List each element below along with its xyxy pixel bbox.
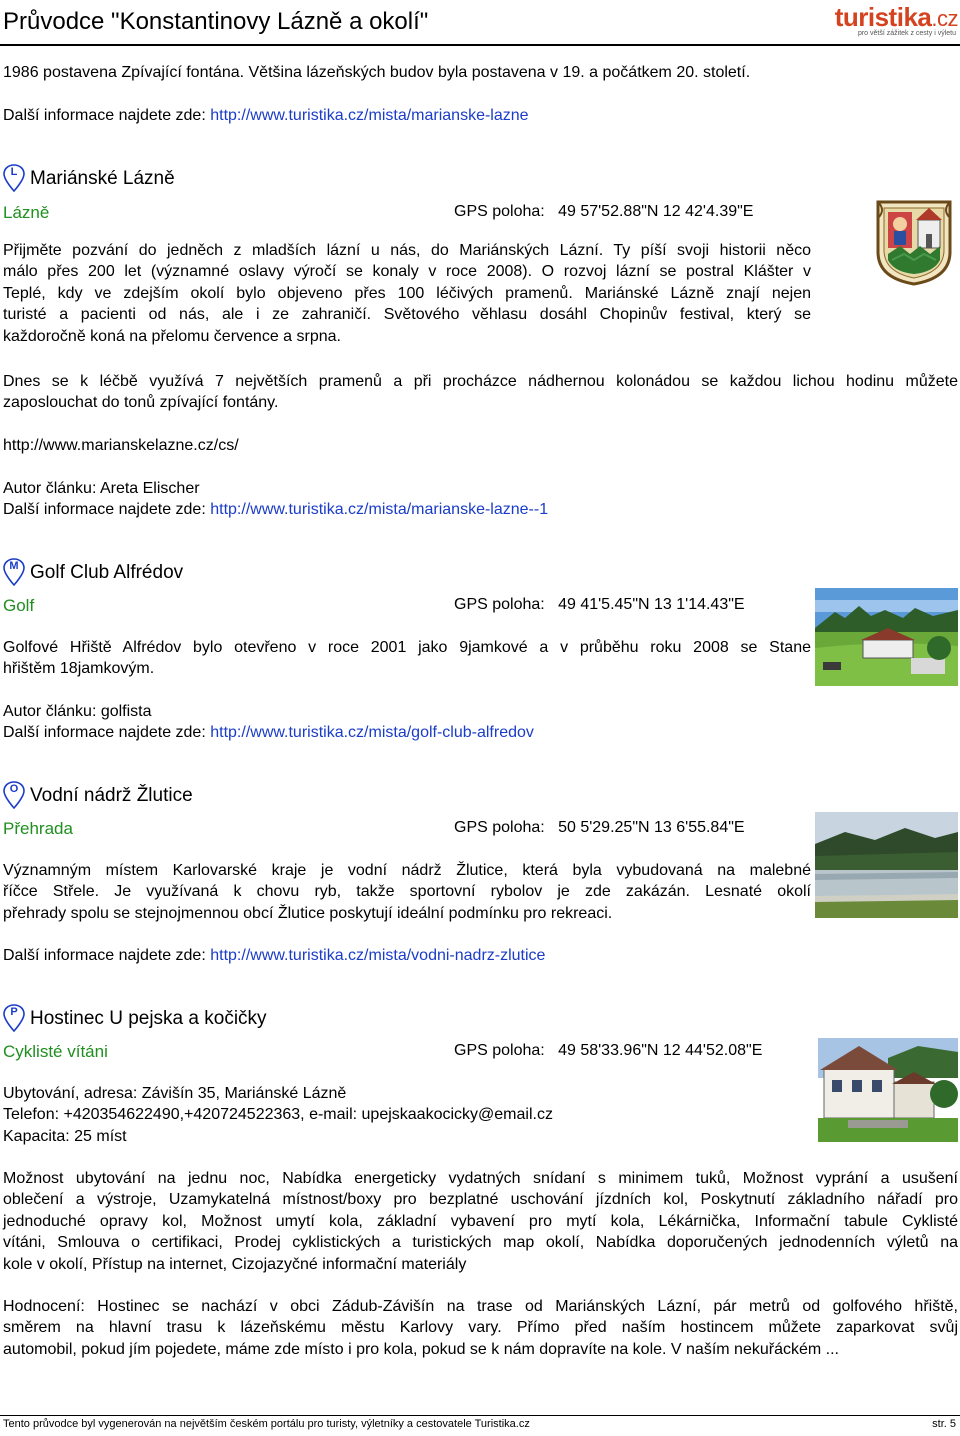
entry-description: Možnost ubytování na jednu noc, Nabídka energeticky vydatných snídaní s minimem tuků, Možnost vyprání a usušení oblečení a výstroje, Uzamykatelná místnost/boxy pro bezplatné uschování jízdních kol, Poskytnutí základního nářadí pro jednoduché opravy kol, Možnost umytí kola, základní vybavení pro mytí kola, Lékárnička, Informační tabule Cyklisté vítáni, Smlouva o certifikaci, Prodej cyklistických a turistických map okolí, Nabídka doporučených jednodenních výletů na kole v okolí, Přístup na internet, Cizojazyčné informační materiály xyxy=(3,1170,958,1273)
gps-label: GPS poloha: xyxy=(454,819,545,836)
gps-value: 49 41'5.45"N 13 1'14.43"E xyxy=(558,596,745,613)
gps-label: GPS poloha: xyxy=(454,203,545,220)
logo-main-text: turistika xyxy=(834,2,932,32)
gps-location xyxy=(454,596,745,614)
footer-text: Tento průvodce byl vygenerován na největším českém portálu pro turisty, výletníky a cestovatele Turistika.cz xyxy=(3,1418,530,1430)
entry-more-info xyxy=(3,945,545,966)
map-pin-icon: M xyxy=(3,558,25,586)
more-info-label: Další informace najdete zde: xyxy=(3,501,206,518)
gps-location xyxy=(454,203,753,221)
more-info-label: Další informace najdete zde: xyxy=(3,724,206,741)
entry-website: http://www.marianskelazne.cz/cs/ xyxy=(3,437,239,454)
coat-of-arms-image xyxy=(874,198,954,286)
reservoir-photo xyxy=(815,812,958,918)
entry-category: Cyklisté vítáni xyxy=(3,1042,108,1061)
entry-title: Mariánské Lázně xyxy=(30,168,175,189)
page-number: str. 5 xyxy=(932,1418,956,1430)
entry-category: Golf xyxy=(3,596,35,615)
entry-description: Golfové Hřiště Alfrédov bylo otevřeno v roce 2001 jako 9jamkové a v průběhu roku 2008 se Stane hřištěm 18jamkovým. xyxy=(3,639,811,678)
entry-title: Vodní nádrž Žlutice xyxy=(30,785,193,806)
more-info-link[interactable]: http://www.turistika.cz/mista/marianske-lazne xyxy=(210,107,529,124)
entry-title: Hostinec U pejska a kočičky xyxy=(30,1008,267,1029)
more-info-link[interactable]: http://www.turistika.cz/mista/golf-club-alfredov xyxy=(210,724,534,741)
gps-value: 50 5'29.25"N 13 6'55.84"E xyxy=(558,819,745,836)
map-pin-icon: L xyxy=(3,164,25,192)
entry-author: Autor článku: golfista xyxy=(3,703,152,720)
golf-course-photo xyxy=(815,588,958,686)
entry-description: Přijměte pozvání do jedněch z mladších lázní u nás, do Mariánských Lázní. Ty píší svoji historii něco málo přes 200 let (významné oslavy výročí se konaly v roce 2008). O rozvoj lázní se postral Klášter v Teplé, kdy ve zdejším okolí bylo objeveno přes 100 léčivých pramenů. Mariánské Lázně znají nejen turisté a pacienti od nás, ale i ze zahraničí. Světového věhlasu dosáhl Chopinův festival, který se každoročně koná na přelomu července a srpna. xyxy=(3,242,811,345)
entry-description-extra: Dnes se k léčbě využívá 7 největších pramenů a při procházce nádhernou kolonádou se každou lichou hodinu můžete zaposlouchat do tonů zpívající fontány. xyxy=(3,373,958,412)
entry-more-info xyxy=(3,722,534,743)
entry-category: Lázně xyxy=(3,203,50,222)
gps-location xyxy=(454,1042,762,1060)
entry-author: Autor článku: Areta Elischer xyxy=(3,480,200,497)
gps-label: GPS poloha: xyxy=(454,596,545,613)
entry-address: Ubytování, adresa: Závišín 35, Mariánské Lázně xyxy=(3,1085,347,1102)
intro-more-info xyxy=(3,105,529,126)
logo-suffix-text: .cz xyxy=(931,6,958,31)
header-divider xyxy=(0,44,960,46)
gps-value: 49 57'52.88"N 12 42'4.39"E xyxy=(558,203,754,220)
more-info-link[interactable]: http://www.turistika.cz/mista/marianske-lazne--1 xyxy=(210,501,549,518)
entry-description: Významným místem Karlovarské kraje je vodní nádrž Žlutice, která byla vybudovaná na malebné říčce Střele. Je využívaná k chovu ryb, takže sportovní rybolov je zde zakázán. Lesnaté okolí přehrady spolu se stejnojmennou obcí Žlutice poskytují ideální podmínku pro rekreaci. xyxy=(3,862,811,922)
turistika-logo[interactable] xyxy=(834,2,958,42)
page-title: Průvodce "Konstantinovy Lázně a okolí" xyxy=(3,8,429,35)
entry-contact: Telefon: +420354622490,+420724522363, e-mail: upejskaakocicky@email.cz xyxy=(3,1106,553,1123)
entry-capacity: Kapacita: 25 míst xyxy=(3,1128,127,1145)
gps-label: GPS poloha: xyxy=(454,1042,545,1059)
more-info-label: Další informace najdete zde: xyxy=(3,107,206,124)
entry-more-info xyxy=(3,499,548,520)
map-pin-icon: P xyxy=(3,1004,25,1032)
intro-text: 1986 postavena Zpívající fontána. Většina lázeňských budov byla postavena v 19. a počátkem 20. století. xyxy=(3,64,751,81)
more-info-link[interactable]: http://www.turistika.cz/mista/vodni-nadrz-zlutice xyxy=(210,947,546,964)
entry-category: Přehrada xyxy=(3,819,73,838)
entry-title: Golf Club Alfrédov xyxy=(30,562,184,583)
gps-location xyxy=(454,819,745,837)
entry-review: Hodnocení: Hostinec se nachází v obci Zádub-Závišín na trase od Mariánských Lázní, pár metrů od golfového hřiště, směrem na hlavní trasu k lázeňskému městu Karlovy vary. Přímo před naším hostincem můžete zaparkovat svůj automobil, pokud jím pojedete, máme zde místo i pro kola, pokud se k nám dopravíte na kole. V naším nekuřáckém ... xyxy=(3,1298,958,1358)
page-header xyxy=(0,0,960,44)
inn-photo xyxy=(818,1038,958,1142)
logo-tagline: pro větší zážitek z cesty i výletu xyxy=(857,30,956,37)
gps-value: 49 58'33.96"N 12 44'52.08"E xyxy=(558,1042,763,1059)
map-pin-icon: O xyxy=(3,781,25,809)
more-info-label: Další informace najdete zde: xyxy=(3,947,206,964)
footer-divider xyxy=(0,1415,960,1416)
